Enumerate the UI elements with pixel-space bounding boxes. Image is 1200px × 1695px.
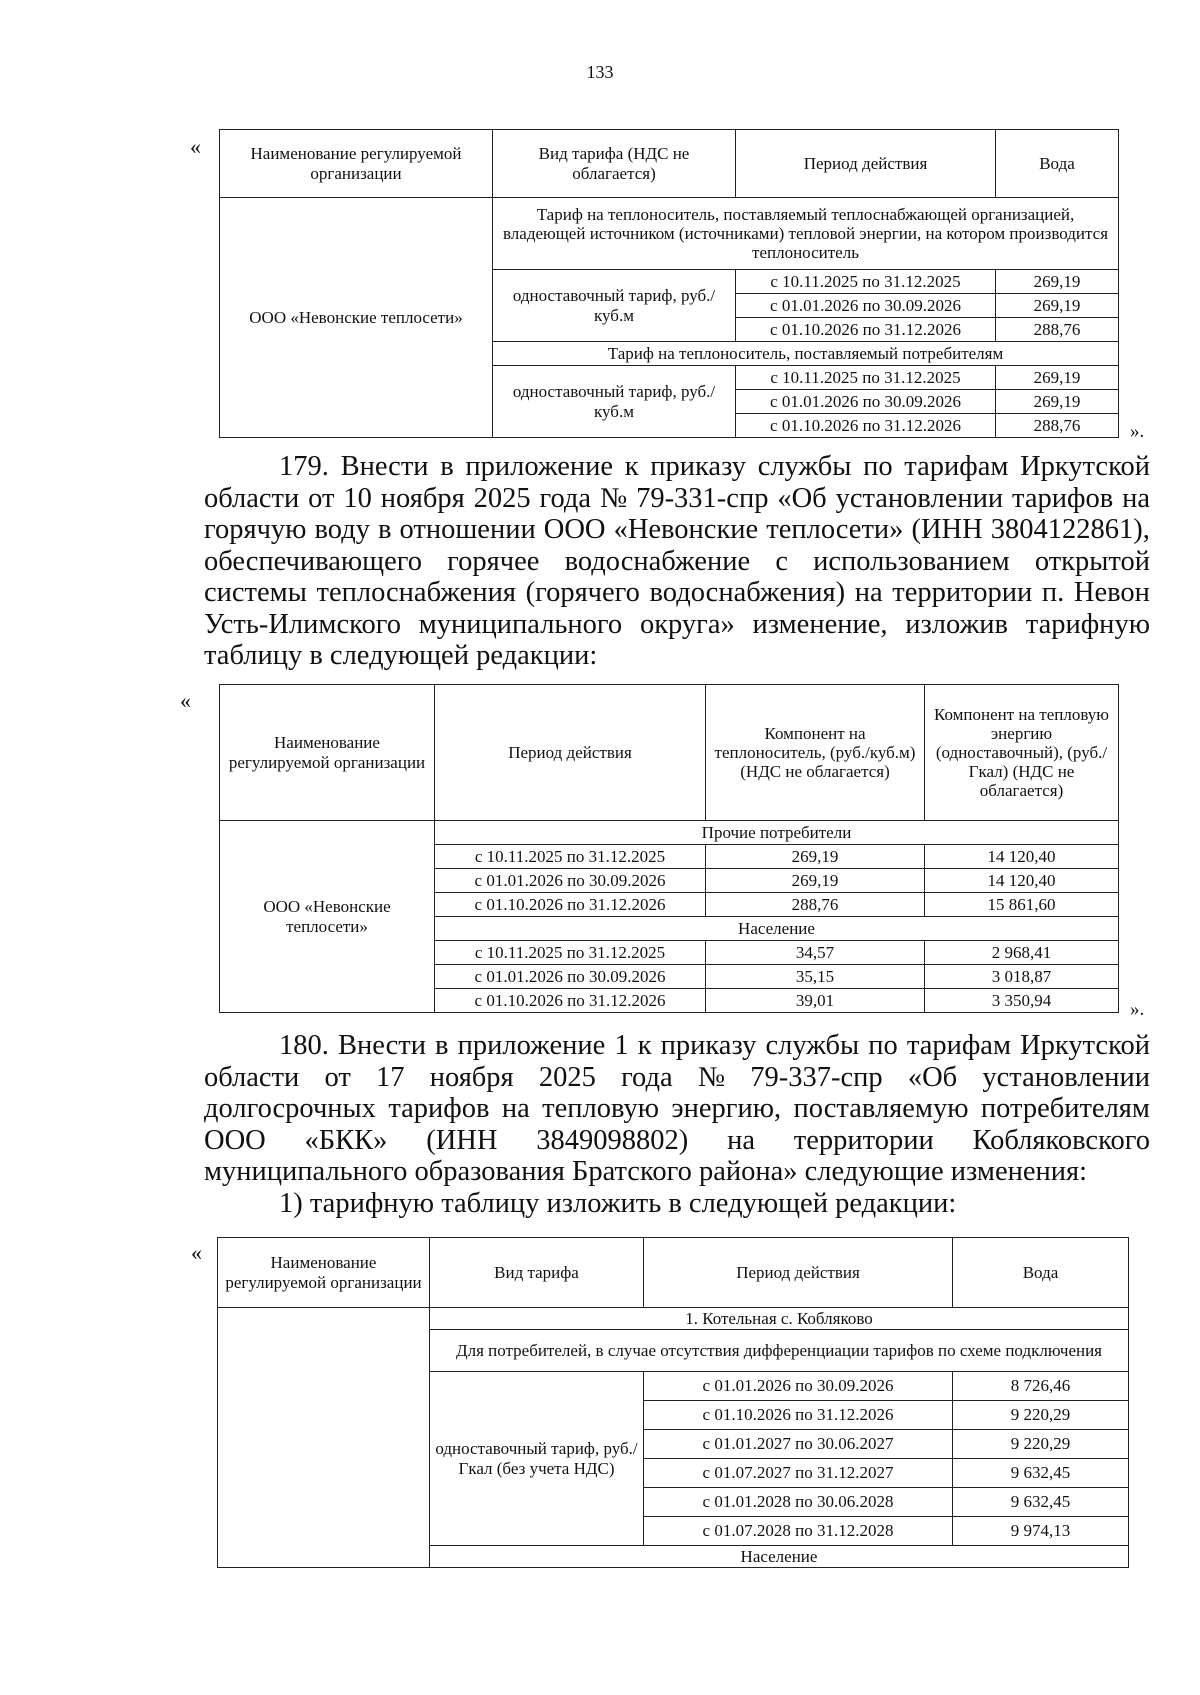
energy-cell: 3 350,94 bbox=[925, 989, 1119, 1013]
carrier-cell: 269,19 bbox=[706, 869, 925, 893]
paragraph-line: 179. Внести в приложение к приказу службы по тарифам Иркутской bbox=[279, 451, 1150, 482]
quote-open-2: « bbox=[180, 688, 191, 713]
value-cell: 9 220,29 bbox=[953, 1401, 1129, 1430]
paragraph-line: таблицу в следующей редакции: bbox=[204, 640, 598, 671]
tariff-table-2 bbox=[219, 684, 1119, 1013]
header-water: Вода bbox=[996, 130, 1119, 198]
period-cell: с 01.10.2026 по 31.12.2026 bbox=[736, 414, 996, 438]
carrier-cell: 34,57 bbox=[706, 941, 925, 965]
value-cell: 9 632,45 bbox=[953, 1488, 1129, 1517]
header-carrier-component: Компонент на теплоноситель, (руб./куб.м) (НДС не облагается) bbox=[706, 685, 925, 821]
period-cell: с 01.07.2028 по 31.12.2028 bbox=[644, 1517, 953, 1546]
paragraph-line: 180. Внести в приложение 1 к приказу службы по тарифам Иркутской bbox=[279, 1030, 1150, 1061]
value-cell: 8 726,46 bbox=[953, 1372, 1129, 1401]
tariff-type: одноставочный тариф, руб./куб.м bbox=[493, 270, 736, 342]
value-cell: 9 974,13 bbox=[953, 1517, 1129, 1546]
period-cell: с 01.01.2026 по 30.09.2026 bbox=[644, 1372, 953, 1401]
header-tariff-type: Вид тарифа bbox=[430, 1238, 644, 1308]
carrier-cell: 288,76 bbox=[706, 893, 925, 917]
header-org: Наименование регулируемой организации bbox=[220, 130, 493, 198]
paragraph-line: ООО «БКК» (ИНН 3849098802) на территории Кобляковского bbox=[204, 1124, 1150, 1156]
section-title: Тариф на теплоноситель, поставляемый теплоснабжающей организацией, владеющей источником (источниками) тепловой энергии, на котором производится теплоноситель bbox=[493, 198, 1119, 270]
energy-cell: 2 968,41 bbox=[925, 941, 1119, 965]
carrier-cell: 39,01 bbox=[706, 989, 925, 1013]
paragraph-line: обеспечивающего горячее водоснабжение с использованием открытой bbox=[204, 545, 1150, 577]
org-name: ООО «Невонские теплосети» bbox=[220, 821, 435, 1013]
period-cell: с 01.01.2026 по 30.09.2026 bbox=[435, 965, 706, 989]
value-cell: 288,76 bbox=[996, 414, 1119, 438]
period-cell: с 01.01.2028 по 30.06.2028 bbox=[644, 1488, 953, 1517]
period-cell: с 10.11.2025 по 31.12.2025 bbox=[736, 270, 996, 294]
carrier-cell: 35,15 bbox=[706, 965, 925, 989]
group-title: Население bbox=[430, 1546, 1129, 1568]
org-name: ООО «Невонские теплосети» bbox=[220, 198, 493, 438]
value-cell: 269,19 bbox=[996, 294, 1119, 318]
header-period: Период действия bbox=[644, 1238, 953, 1308]
period-cell: с 01.01.2026 по 30.09.2026 bbox=[435, 869, 706, 893]
period-cell: с 01.10.2026 по 31.12.2026 bbox=[435, 989, 706, 1013]
header-tariff-type: Вид тарифа (НДС не облагается) bbox=[493, 130, 736, 198]
section-title: Тариф на теплоноситель, поставляемый потребителям bbox=[493, 342, 1119, 366]
tariff-type: одноставочный тариф, руб./куб.м bbox=[493, 366, 736, 438]
subsection-title: Для потребителей, в случае отсутствия дифференциации тарифов по схеме подключения bbox=[430, 1330, 1129, 1372]
group-title: Прочие потребители bbox=[435, 821, 1119, 845]
header-period: Период действия bbox=[435, 685, 706, 821]
period-cell: с 01.10.2026 по 31.12.2026 bbox=[435, 893, 706, 917]
paragraph-line: горячую воду в отношении ООО «Невонские теплосети» (ИНН 3804122861), bbox=[204, 514, 1150, 545]
page-number: 133 bbox=[586, 62, 614, 82]
value-cell: 9 632,45 bbox=[953, 1459, 1129, 1488]
energy-cell: 14 120,40 bbox=[925, 845, 1119, 869]
paragraph-180 bbox=[204, 1030, 1150, 1219]
paragraph-179 bbox=[204, 451, 1150, 672]
period-cell: с 10.11.2025 по 31.12.2025 bbox=[435, 845, 706, 869]
value-cell: 269,19 bbox=[996, 270, 1119, 294]
value-cell: 269,19 bbox=[996, 366, 1119, 390]
value-cell: 9 220,29 bbox=[953, 1430, 1129, 1459]
paragraph-line: системы теплоснабжения (горячего водоснабжения) на территории п. Невон bbox=[204, 577, 1150, 608]
paragraph-line: Усть-Илимского муниципального округа» изменение, изложив тарифную bbox=[204, 608, 1150, 640]
quote-close-1: ». bbox=[1130, 421, 1145, 442]
paragraph-line: области от 10 ноября 2025 года № 79-331-спр «Об установлении тарифов на bbox=[204, 482, 1150, 514]
group-title: Население bbox=[435, 917, 1119, 941]
tariff-type: одноставочный тариф, руб./Гкал (без учета НДС) bbox=[430, 1372, 644, 1546]
value-cell: 269,19 bbox=[996, 390, 1119, 414]
paragraph-line: области от 17 ноября 2025 года № 79-337-спр «Об установлении bbox=[204, 1061, 1150, 1093]
header-org: Наименование регулируемой организации bbox=[218, 1238, 430, 1308]
period-cell: с 01.10.2026 по 31.12.2026 bbox=[736, 318, 996, 342]
header-energy-component: Компонент на тепловую энергию (одноставочный), (руб./Гкал) (НДС не облагается) bbox=[925, 685, 1119, 821]
period-cell: с 01.01.2026 по 30.09.2026 bbox=[736, 294, 996, 318]
period-cell: с 01.07.2027 по 31.12.2027 bbox=[644, 1459, 953, 1488]
energy-cell: 14 120,40 bbox=[925, 869, 1119, 893]
value-cell: 288,76 bbox=[996, 318, 1119, 342]
section-title: 1. Котельная с. Кобляково bbox=[430, 1308, 1129, 1330]
energy-cell: 15 861,60 bbox=[925, 893, 1119, 917]
energy-cell: 3 018,87 bbox=[925, 965, 1119, 989]
header-period: Период действия bbox=[736, 130, 996, 198]
header-org: Наименование регулируемой организации bbox=[220, 685, 435, 821]
period-cell: с 10.11.2025 по 31.12.2025 bbox=[435, 941, 706, 965]
quote-close-2: ». bbox=[1130, 999, 1145, 1020]
tariff-table-1 bbox=[219, 129, 1119, 438]
tariff-table-3 bbox=[217, 1237, 1129, 1568]
period-cell: с 01.01.2027 по 30.06.2027 bbox=[644, 1430, 953, 1459]
carrier-cell: 269,19 bbox=[706, 845, 925, 869]
paragraph-line: муниципального образования Братского района» следующие изменения: bbox=[204, 1156, 1088, 1187]
period-cell: с 01.10.2026 по 31.12.2026 bbox=[644, 1401, 953, 1430]
paragraph-line: 1) тарифную таблицу изложить в следующей редакции: bbox=[279, 1187, 957, 1219]
header-water: Вода bbox=[953, 1238, 1129, 1308]
period-cell: с 01.01.2026 по 30.09.2026 bbox=[736, 390, 996, 414]
period-cell: с 10.11.2025 по 31.12.2025 bbox=[736, 366, 996, 390]
quote-open-1: « bbox=[190, 134, 201, 159]
org-name bbox=[218, 1308, 430, 1568]
paragraph-line: долгосрочных тарифов на тепловую энергию, поставляемую потребителям bbox=[204, 1093, 1150, 1124]
quote-open-3: « bbox=[191, 1240, 202, 1265]
